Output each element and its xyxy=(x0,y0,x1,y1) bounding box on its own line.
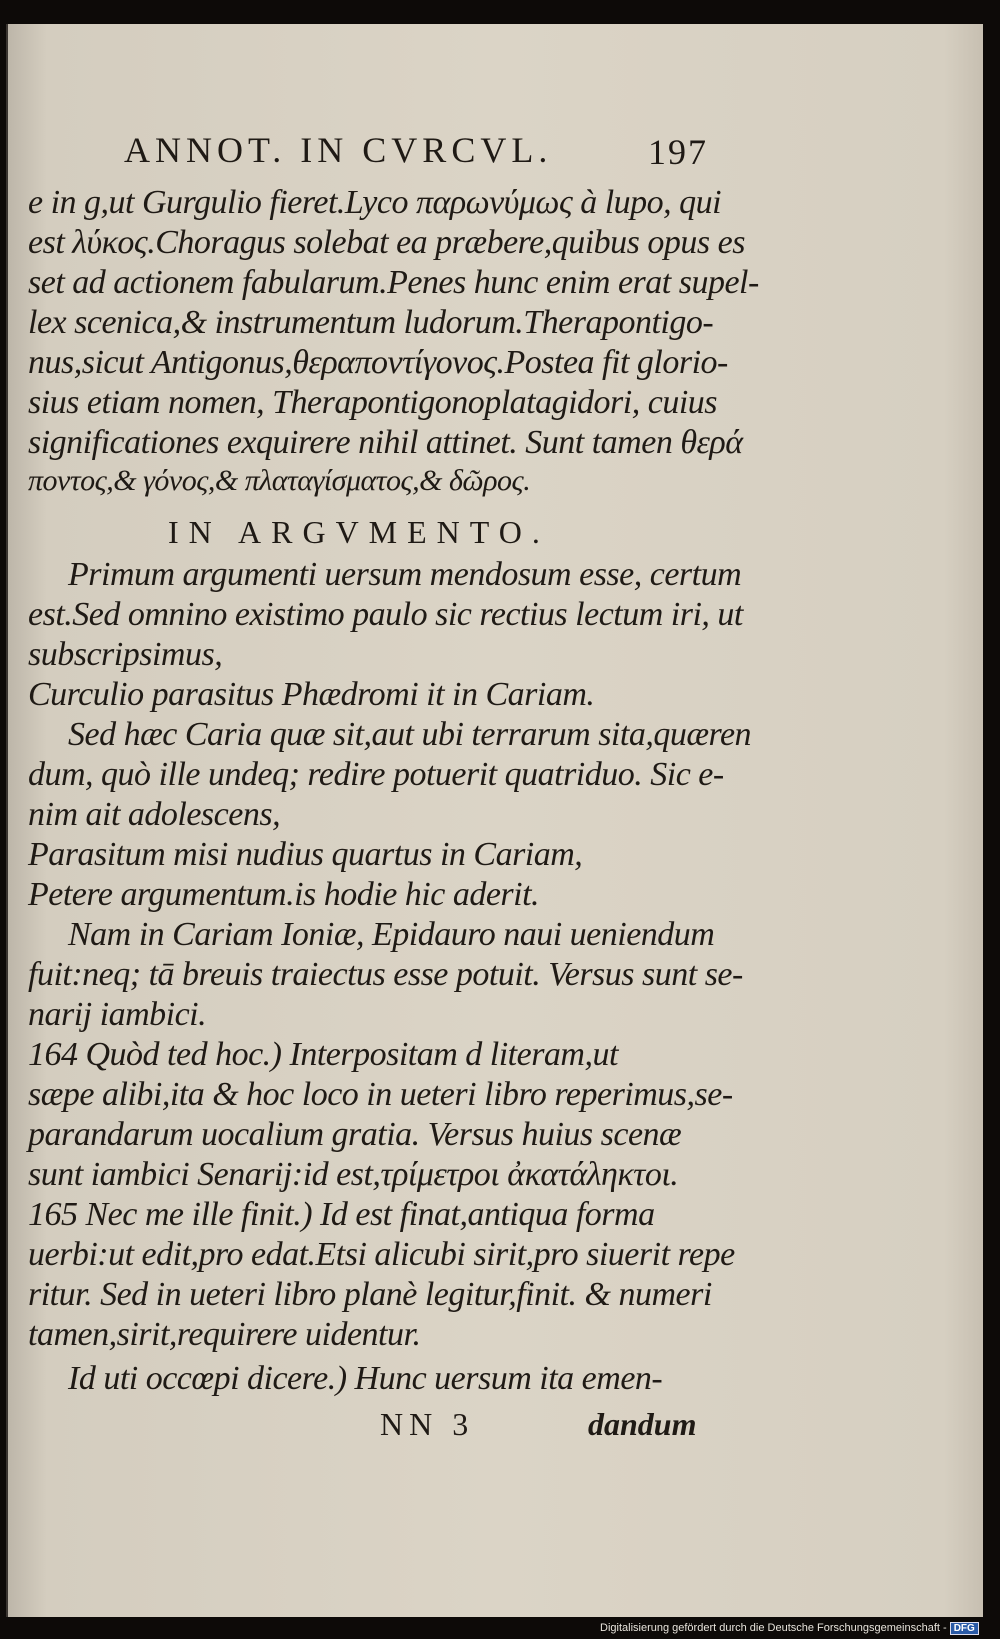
page-number: 197 xyxy=(648,132,708,172)
dfg-logo: DFG xyxy=(950,1622,979,1635)
signature-mark: NN 3 xyxy=(380,1406,475,1442)
section-line-7: nim ait adolescens, xyxy=(28,796,281,833)
section-line-8: Parasitum misi nudius quartus in Cariam, xyxy=(28,836,583,873)
section-line-4: Curculio parasitus Phædromi it in Cariam. xyxy=(28,676,595,713)
section-line-11: fuit:neq; tā breuis traiectus esse potuit. Versus sunt se- xyxy=(28,956,743,993)
section-line-9: Petere argumentum.is hodie hic aderit. xyxy=(28,876,540,913)
text-line-1: e in g,ut Gurgulio fieret.Lyco παρωνύμως à lupo, qui xyxy=(28,184,722,221)
section-line-2: est.Sed omnino existimo paulo sic rectius lectum iri, ut xyxy=(28,596,743,633)
credit-text: Digitalisierung gefördert durch die Deutsche Forschungsgemeinschaft - xyxy=(600,1622,947,1634)
text-line-4: lex scenica,& instrumentum ludorum.Therapontigo- xyxy=(28,304,714,341)
text-line-8: ποντος,& γόνος,& πλαταγίσματος,& δῶρος. xyxy=(28,464,531,497)
section-line-17: 165 Nec me ille finit.) Id est finat,antiqua forma xyxy=(28,1196,655,1233)
section-line-15: parandarum uocalium gratia. Versus huius scenæ xyxy=(28,1116,682,1153)
section-line-1: Primum argumenti uersum mendosum esse, certum xyxy=(68,556,742,593)
section-line-14: sæpe alibi,ita & hoc loco in ueteri libro reperimus,se- xyxy=(28,1076,733,1113)
section-heading: IN ARGVMENTO. xyxy=(168,514,550,550)
section-line-21: Id uti occœpi dicere.) Hunc uersum ita emen- xyxy=(68,1360,663,1397)
section-line-18: uerbi:ut edit,pro edat.Etsi alicubi sirit,pro siuerit repe xyxy=(28,1236,735,1273)
section-line-5: Sed hæc Caria quæ sit,aut ubi terrarum sita,quæren xyxy=(68,716,752,753)
running-head: ANNOT. IN CVRCVL. xyxy=(124,130,553,170)
section-line-3: subscripsimus, xyxy=(28,636,223,673)
text-line-2: est λύκος.Choragus solebat ea præbere,quibus opus es xyxy=(28,224,745,261)
digitization-credit xyxy=(600,1622,979,1635)
section-line-13: 164 Quòd ted hoc.) Interpositam d literam,ut xyxy=(28,1036,618,1073)
text-line-6: sius etiam nomen, Therapontigonoplatagidori, cuius xyxy=(28,384,717,421)
section-line-10: Nam in Cariam Ioniæ, Epidauro naui ueniendum xyxy=(68,916,715,953)
catchword: dandum xyxy=(588,1406,697,1442)
text-line-5: nus,sicut Antigonus,θεραποντίγονος.Postea fit glorio- xyxy=(28,344,728,381)
section-line-16: sunt iambici Senarij:id est,τρίμετροι ἀκατάληκτοι. xyxy=(28,1156,679,1193)
text-line-3: set ad actionem fabularum.Penes hunc enim erat supel- xyxy=(28,264,759,301)
section-line-12: narij iambici. xyxy=(28,996,207,1033)
text-line-7: significationes exquirere nihil attinet. Sunt tamen θερά xyxy=(28,424,743,461)
section-line-6: dum, quò ille undeq; redire potuerit quatriduo. Sic e- xyxy=(28,756,724,793)
section-line-19: ritur. Sed in ueteri libro planè legitur,finit. & numeri xyxy=(28,1276,712,1313)
section-line-20: tamen,sirit,requirere uidentur. xyxy=(28,1316,421,1353)
